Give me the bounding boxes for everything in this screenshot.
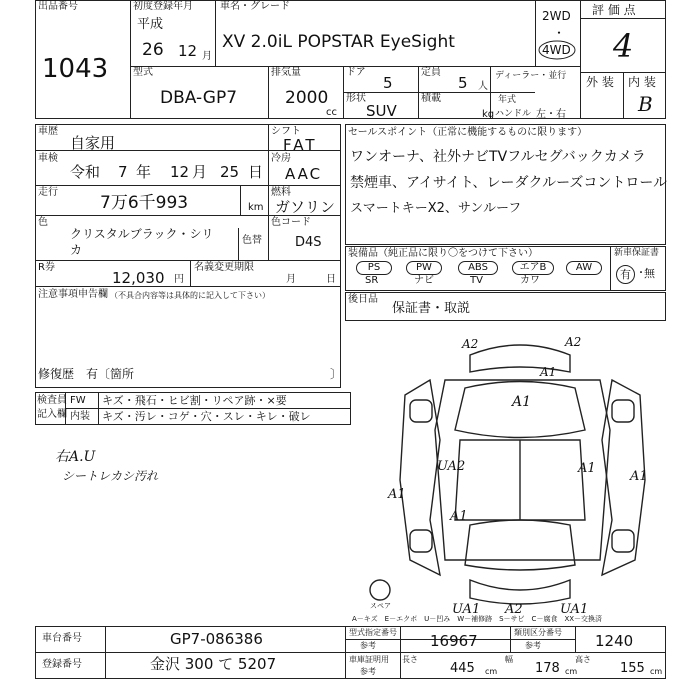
recycle-label: R券 (38, 262, 55, 273)
damage-mark: A2 (462, 337, 479, 351)
handwritten-note-1: 右A.U (55, 449, 96, 465)
fuel-label: 燃料 (271, 187, 291, 198)
sales-points-line2: 禁煙車、アイサイト、レーダクルーズコントロール (350, 175, 668, 191)
damage-legend: A－キズ E－エクボ U－凹み W－補修跡 S－サビ C－腐食 XX－交換済 (352, 615, 603, 623)
capacity-unit: 人 (478, 81, 488, 92)
mileage-value: 7万6千993 (100, 193, 189, 213)
displacement-value: 2000 (285, 88, 329, 108)
car-diagram (370, 345, 645, 604)
inspector-label-top: 検査員 (37, 395, 67, 406)
color-value-2: カ (70, 243, 83, 257)
inspection-month-unit: 月 (192, 163, 208, 181)
handle-label: ハンドル (495, 109, 532, 119)
class-number-sub: 参考 (525, 641, 541, 650)
equip-leather: カワ (520, 275, 540, 286)
handwritten-note-2: シートレカシ汚れ (62, 469, 159, 483)
fw-row: キズ・飛石・ヒビ割・リペア跡・×要 (102, 394, 287, 407)
recycle-value: 12,030 (112, 269, 165, 287)
plate-label: 登録番号 (42, 659, 82, 670)
first-reg-month-unit: 月 (202, 51, 212, 62)
height-unit: cm (650, 667, 663, 676)
inspection-label: 車検 (38, 153, 58, 164)
damage-mark: A2 (565, 335, 582, 349)
fw-label: FW (70, 395, 86, 406)
interior-grade: B (638, 92, 653, 116)
chassis-value: GP7-086386 (170, 630, 263, 648)
dealer-label: ディーラー・並行 (495, 71, 567, 81)
lot-label: 出品番号 (38, 1, 78, 12)
aircon-label: 冷房 (271, 153, 291, 164)
warranty-yes: 有 (616, 265, 635, 284)
damage-mark: UA1 (560, 602, 589, 617)
drive-sep: ・ (553, 26, 566, 40)
displacement-unit: cc (326, 107, 337, 118)
doors-label: ドア (346, 67, 366, 78)
color-value-1: クリスタルブラック・シリ (70, 227, 214, 241)
grade-score: 4 (613, 27, 634, 65)
warranty-no: 無 (644, 267, 655, 280)
name-change-label: 名義変更期限 (194, 262, 254, 273)
class-number-value: 1240 (595, 632, 634, 650)
load-label: 積載 (421, 93, 441, 104)
notes-sub: （不具合内容等は具体的に記入して下さい） (110, 291, 270, 300)
capacity-label: 定員 (421, 67, 441, 78)
length-value: 445 (450, 661, 475, 676)
width-unit: cm (565, 667, 578, 676)
inspection-year: 7 (118, 163, 128, 181)
model-label: 車名・グレード (220, 1, 290, 12)
color-change-label: 色替 (242, 235, 262, 246)
name-change-month: 月 (286, 274, 296, 285)
interior-label: 内 装 (628, 75, 656, 89)
warranty-label: 新車保証書 (614, 248, 660, 258)
docs-label: 後日品 (348, 294, 378, 305)
damage-mark: UA1 (452, 602, 481, 617)
length-label: 長さ (402, 655, 418, 664)
fuel-value: ガソリン (275, 198, 336, 216)
equipment-label: 装備品（純正品に限り〇をつけて下さい） (348, 248, 538, 259)
shift-label: シフト (271, 126, 301, 137)
load-unit: kg (482, 109, 495, 120)
body-label: 形状 (346, 93, 366, 104)
drive-2wd: 2WD (542, 9, 571, 23)
year-label: 年式 (498, 95, 517, 105)
repair-history-end: 〕 (330, 367, 343, 381)
equip-navi: ナビ (414, 275, 434, 286)
notes-label: 注意事項申告欄 (38, 289, 108, 300)
height-label: 高さ (575, 655, 591, 664)
class-number-label: 類別区分番号 (514, 628, 562, 637)
lot-number: 1043 (42, 54, 109, 84)
interior-row: キズ・汚レ・コゲ・穴・スレ・キレ・破レ (102, 410, 311, 423)
handle-value: 左・右 (536, 109, 566, 120)
length-unit: cm (485, 667, 498, 676)
sales-points-label: セールスポイント（正常に機能するものに限ります） (348, 127, 588, 138)
first-reg-month: 12 (178, 42, 198, 60)
damage-mark: A1 (630, 469, 648, 484)
equip-ps: PS (356, 261, 392, 275)
usage-value: 自家用 (70, 134, 116, 152)
sales-points-line1: ワンオーナ、社外ナビTVフルセグバックカメラ (350, 149, 646, 165)
color-label: 色 (38, 217, 48, 228)
inspection-month: 12 (170, 163, 190, 181)
type-value: DBA-GP7 (160, 88, 238, 108)
name-change-day: 日 (326, 274, 336, 285)
equip-aw: AW (566, 261, 602, 275)
exterior-label: 外 装 (586, 75, 614, 89)
color-code-value: D4S (295, 235, 322, 250)
damage-mark: UA2 (437, 459, 466, 474)
inspection-day: 25 (220, 163, 240, 181)
recycle-unit: 円 (174, 274, 184, 285)
equip-sr: SR (365, 275, 379, 286)
damage-mark: A1 (512, 394, 532, 410)
equip-abs: ABS (458, 261, 498, 275)
usage-label: 車歴 (38, 126, 58, 137)
damage-mark: A1 (578, 461, 596, 476)
mileage-label: 走行 (38, 187, 58, 198)
docs-value: 保証書・取説 (392, 301, 471, 316)
damage-mark: A1 (388, 487, 406, 502)
damage-mark: A1 (540, 365, 557, 379)
inspection-year-unit: 年 (136, 163, 152, 181)
inspection-day-unit: 日 (248, 163, 264, 181)
sales-points-line3: スマートキーX2、サンルーフ (350, 201, 522, 216)
width-value: 178 (535, 661, 560, 676)
repair-history: 修復歴 有〔箇所 (38, 367, 135, 381)
color-code-label: 色コード (271, 217, 311, 228)
drive-4wd: 4WD (542, 43, 571, 57)
shift-value: FAT (283, 136, 318, 154)
cert-label: 車庫証明用 (349, 655, 389, 664)
width-label: 幅 (505, 655, 513, 664)
spare-label: スペア (370, 602, 391, 610)
interior-row-label: 内装 (70, 411, 90, 422)
doors-value: 5 (383, 74, 393, 92)
inspector-label-bottom: 記入欄 (37, 409, 67, 420)
cert-sub: 参考 (360, 667, 376, 676)
body-value: SUV (366, 102, 397, 120)
first-reg-year: 26 (142, 40, 164, 60)
first-reg-label: 初度登録年月 (133, 1, 193, 12)
equip-pw: PW (406, 261, 442, 275)
first-reg-era: 平成 (137, 17, 164, 32)
type-designation-value: 16967 (430, 632, 478, 650)
model-name: XV 2.0iL POPSTAR EyeSight (222, 32, 455, 52)
type-designation-label: 型式指定番号 (349, 628, 397, 637)
mileage-unit: km (248, 202, 264, 213)
type-designation-sub: 参考 (360, 641, 376, 650)
plate-value: 金沢 300 て 5207 (150, 655, 277, 673)
damage-mark: A2 (505, 602, 523, 617)
type-label: 型式 (133, 67, 153, 78)
damage-mark: A1 (450, 509, 468, 524)
aircon-value: AAC (285, 165, 323, 183)
height-value: 155 (620, 661, 645, 676)
inspection-era: 令和 (70, 163, 101, 181)
equip-airbag: エアB (512, 261, 554, 275)
chassis-label: 車台番号 (42, 633, 82, 644)
grade-label: 評 価 点 (592, 3, 636, 17)
displacement-label: 排気量 (271, 67, 301, 78)
equip-tv: TV (470, 275, 483, 286)
capacity-value: 5 (458, 74, 468, 92)
warranty-sep: ・ (636, 268, 646, 279)
